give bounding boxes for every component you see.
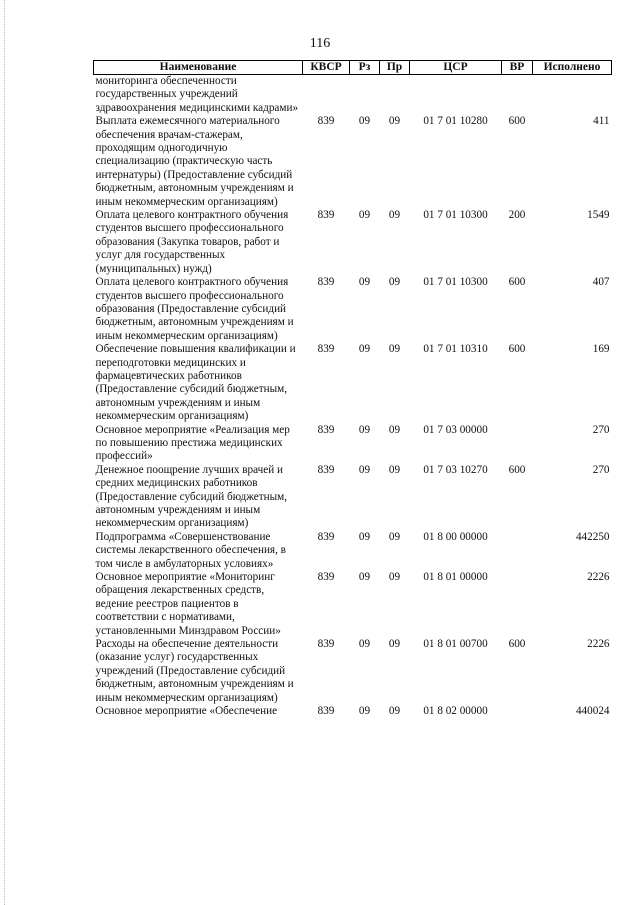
cell-csr: 01 7 01 10300 [423, 276, 488, 289]
page-number: 116 [309, 36, 331, 51]
cell-kvsr: 839 [317, 343, 335, 356]
cell-csr: 01 8 02 00000 [423, 705, 488, 718]
cell-pr: 09 [388, 463, 401, 476]
table-row [94, 531, 612, 571]
column-header-rz: Рз [350, 61, 380, 75]
cell-vr [502, 571, 533, 638]
table-row [94, 276, 612, 343]
column-header-kvsr: КВСР [303, 61, 350, 75]
column-header-vr: ВР [502, 61, 533, 75]
cell-amount: 2226 [587, 571, 610, 584]
cell-csr: 01 7 03 00000 [423, 423, 488, 436]
scan-edge-line [4, 0, 6, 905]
cell-name: Оплата целевого контрактного обучения студентов высшего профессионального образования (Закупка товаров, работ и услуг для государственных (муниципальных) нужд) [95, 209, 289, 275]
cell-csr: 01 7 01 10310 [423, 343, 488, 356]
cell-vr: 600 [508, 463, 526, 476]
cell-csr: 01 7 01 10280 [423, 115, 488, 128]
column-header-amount: Исполнено [533, 61, 612, 75]
cell-amount: 407 [592, 276, 610, 289]
cell-rz: 09 [358, 343, 371, 356]
cell-amount: 1549 [587, 209, 610, 222]
cell-pr: 09 [388, 423, 401, 436]
cell-amount: 169 [592, 343, 610, 356]
cell-amount: 442250 [575, 530, 610, 543]
cell-name: Расходы на обеспечение деятельности (оказание услуг) государственных учреждений (Предоставление субсидий бюджетным, автономным учреждениям и иным некоммерческим организациям) [95, 638, 294, 704]
table-row [94, 75, 612, 116]
cell-kvsr: 839 [317, 423, 335, 436]
table-row [94, 209, 612, 276]
cell-vr: 200 [508, 209, 526, 222]
table-row [94, 638, 612, 705]
cell-pr: 09 [388, 276, 401, 289]
cell-name: мониторинга обеспеченности государственных учреждений здравоохранения медицинскими кадрами» [95, 75, 299, 114]
cell-rz [350, 75, 380, 116]
table-row [94, 705, 612, 718]
cell-kvsr: 839 [317, 209, 335, 222]
cell-name: Основное мероприятие «Реализация мер по повышению престижа медицинских профессий» [95, 423, 290, 463]
cell-rz: 09 [358, 115, 371, 128]
cell-vr: 600 [508, 343, 526, 356]
table-row [94, 343, 612, 423]
cell-name: Подпрограмма «Совершенствование системы лекарственного обеспечения, в том числе в амбулаторных условиях» [95, 530, 286, 570]
cell-csr [410, 75, 502, 116]
cell-rz: 09 [358, 423, 371, 436]
cell-pr [380, 75, 410, 116]
cell-name: Выплата ежемесячного материального обеспечения врачам-стажерам, проходящим одногодичную специализацию (практическую часть интернатуры) (Предоставление субсидий бюджетным, автономным учреждениям и иным некоммерческим организациям) [95, 115, 294, 208]
cell-vr: 600 [508, 638, 526, 651]
cell-pr: 09 [388, 571, 401, 584]
cell-rz: 09 [358, 530, 371, 543]
cell-csr: 01 7 03 10270 [423, 463, 488, 476]
cell-name: Денежное поощрение лучших врачей и средних медицинских работников (Предоставление субсидий бюджетным, автономным учреждениям и иным некоммерческим организациям) [95, 463, 288, 530]
column-header-name: Наименование [94, 61, 303, 75]
cell-pr: 09 [388, 115, 401, 128]
column-header-pr: Пр [380, 61, 410, 75]
cell-kvsr: 839 [317, 638, 335, 651]
cell-rz: 09 [358, 209, 371, 222]
table-row [94, 115, 612, 209]
cell-amount [533, 75, 612, 116]
table-header-row [94, 61, 612, 75]
cell-name: Основное мероприятие «Мониторинг обращения лекарственных средств, ведение реестров пациентов в соответствии с нормативами, установленными Минздравом России» [95, 571, 281, 637]
cell-kvsr: 839 [317, 571, 335, 584]
cell-rz: 09 [358, 463, 371, 476]
cell-vr [502, 75, 533, 116]
cell-vr [502, 705, 533, 718]
cell-kvsr: 839 [317, 276, 335, 289]
cell-name: Основное мероприятие «Обеспечение [95, 705, 278, 718]
cell-csr: 01 8 00 00000 [423, 530, 488, 543]
cell-rz: 09 [358, 705, 371, 718]
cell-amount: 270 [592, 463, 610, 476]
cell-pr: 09 [388, 209, 401, 222]
cell-rz: 09 [358, 571, 371, 584]
cell-kvsr: 839 [317, 530, 335, 543]
cell-amount: 440024 [575, 705, 610, 718]
cell-pr: 09 [388, 530, 401, 543]
cell-rz: 09 [358, 638, 371, 651]
cell-rz: 09 [358, 276, 371, 289]
table-body [94, 75, 612, 719]
cell-csr: 01 8 01 00700 [423, 638, 488, 651]
cell-vr: 600 [508, 115, 526, 128]
table-row [94, 424, 612, 464]
cell-pr: 09 [388, 705, 401, 718]
cell-amount: 411 [593, 115, 610, 128]
cell-vr [502, 531, 533, 571]
cell-kvsr [303, 75, 350, 116]
cell-vr: 600 [508, 276, 526, 289]
cell-amount: 270 [592, 423, 610, 436]
cell-vr [502, 424, 533, 464]
cell-pr: 09 [388, 638, 401, 651]
cell-name: Обеспечение повышения квалификации и переподготовки медицинских и фармацевтических работников (Предоставление субсидий бюджетным, автономным учреждениям и иным некоммерческим организациям) [95, 343, 296, 423]
cell-pr: 09 [388, 343, 401, 356]
cell-csr: 01 8 01 00000 [423, 571, 488, 584]
cell-kvsr: 839 [317, 705, 335, 718]
cell-name: Оплата целевого контрактного обучения студентов высшего профессионального образования (Предоставление субсидий бюджетным, автономным учреждениям и иным некоммерческим организациям) [95, 276, 294, 342]
cell-kvsr: 839 [317, 463, 335, 476]
column-header-csr: ЦСР [410, 61, 502, 75]
cell-kvsr: 839 [317, 115, 335, 128]
cell-csr: 01 7 01 10300 [423, 209, 488, 222]
cell-amount: 2226 [587, 638, 610, 651]
table-row [94, 464, 612, 531]
budget-table [93, 60, 612, 719]
table-row [94, 571, 612, 638]
